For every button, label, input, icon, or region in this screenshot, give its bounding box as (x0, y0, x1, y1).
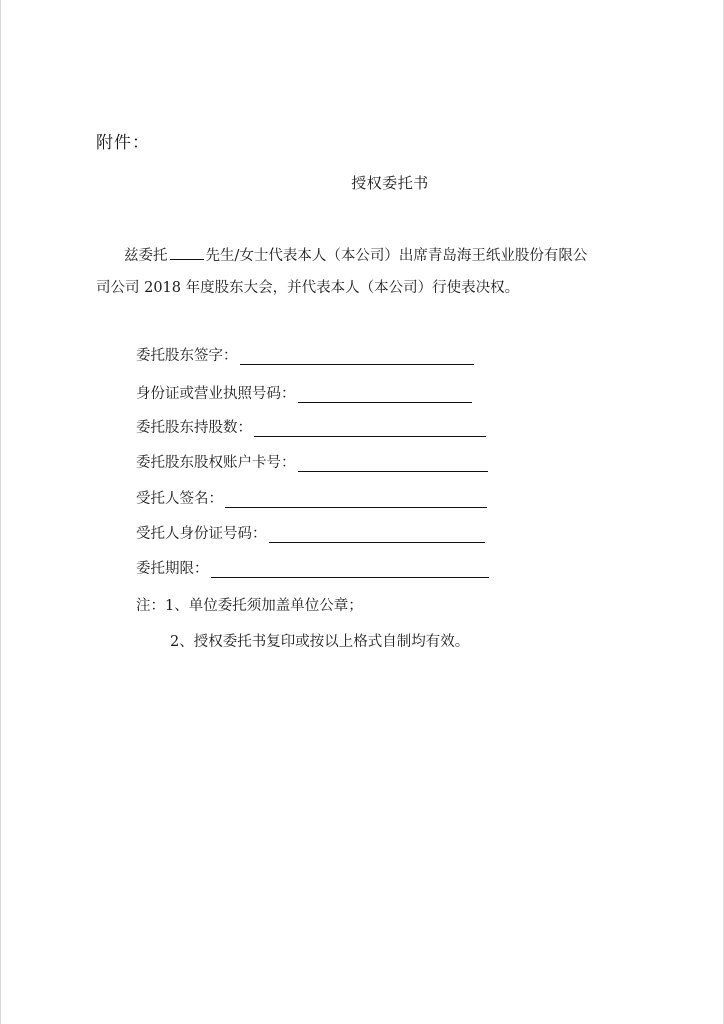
field-proxy-signature (136, 487, 487, 508)
field-label: 委托期限： (136, 561, 209, 577)
field-account-card-number (136, 451, 488, 472)
proxy-name-blank[interactable] (170, 245, 204, 260)
proxy-id-number-line[interactable] (269, 526, 485, 543)
proxy-signature-line[interactable] (225, 491, 487, 508)
field-shares-held (136, 416, 486, 437)
field-label: 委托股东签字： (136, 348, 238, 364)
document-title-text: 授权委托书 (351, 174, 429, 192)
field-label: 受托人签名： (136, 491, 223, 507)
note-1: 注：1、单位委托须加盖单位公章； (136, 598, 363, 614)
account-card-number-line[interactable] (298, 455, 488, 472)
attachment-label: 附件： (96, 133, 150, 153)
document-title (0, 172, 724, 193)
note-2: 2、授权委托书复印或按以上格式自制均有效。 (170, 634, 470, 650)
paragraph-line-2: 司公司 2018 年度股东大会，并代表本人（本公司）行使表决权。 (96, 280, 520, 296)
shareholder-signature-line[interactable] (240, 348, 474, 365)
entrustment-period-line[interactable] (211, 561, 489, 578)
field-proxy-id-number (136, 522, 485, 543)
id-or-license-number-line[interactable] (298, 386, 472, 403)
field-label: 受托人身份证号码： (136, 526, 267, 542)
paragraph-prefix: 兹委托 (124, 248, 168, 264)
field-shareholder-signature (136, 344, 474, 365)
field-id-or-license-number (136, 382, 472, 403)
field-label: 委托股东股权账户卡号： (136, 455, 296, 471)
paragraph-line-1-text: 先生/女士代表本人（本公司）出席青岛海王纸业股份有限公 (205, 248, 588, 264)
entrustment-paragraph (96, 240, 644, 304)
paragraph-line-1 (96, 240, 644, 272)
field-entrustment-period (136, 557, 489, 578)
field-label: 委托股东持股数： (136, 420, 252, 436)
field-label: 身份证或营业执照号码： (136, 386, 296, 402)
shares-held-line[interactable] (254, 420, 486, 437)
